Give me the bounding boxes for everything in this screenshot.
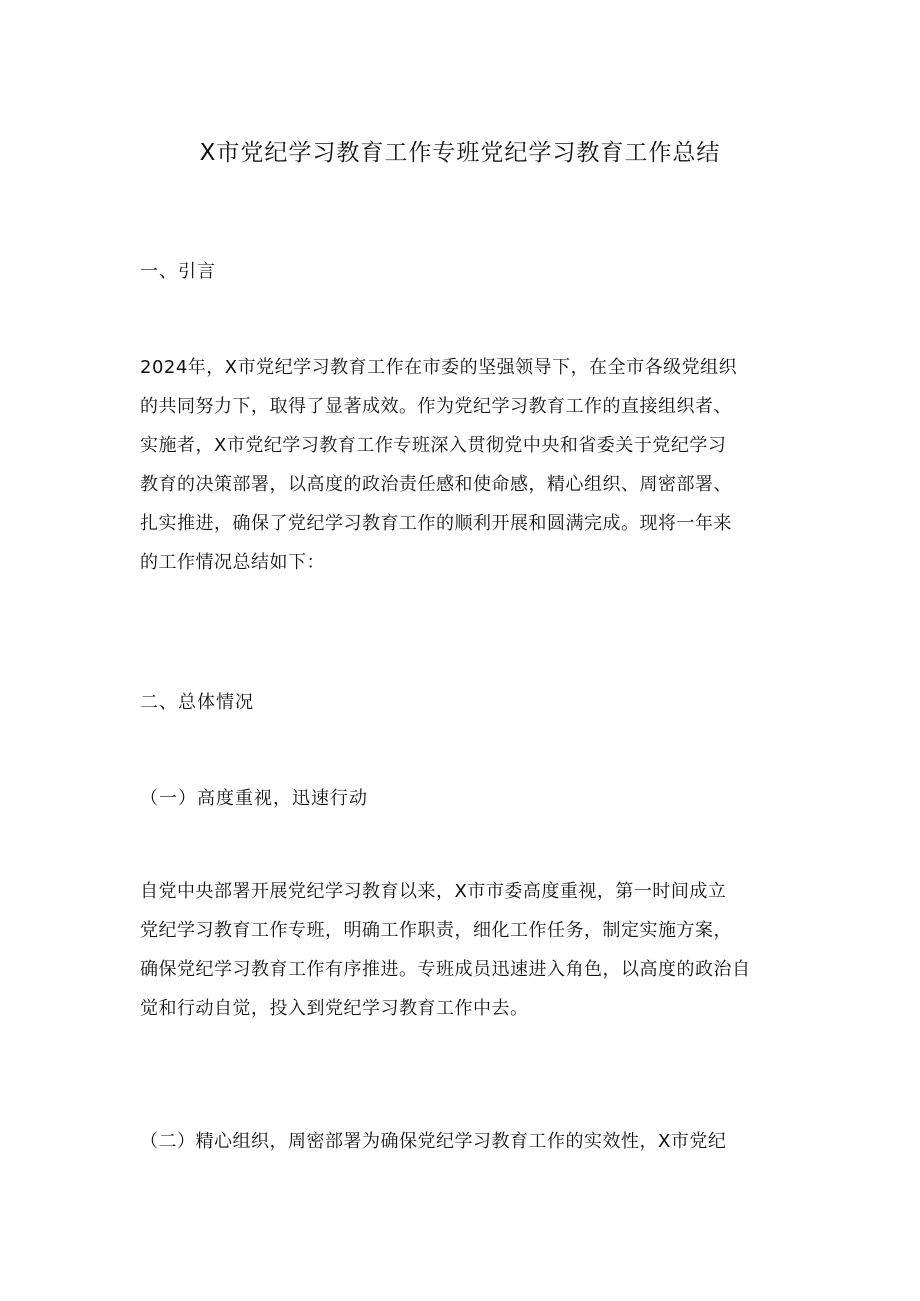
paragraph-line: 的共同努力下，取得了显著成效。作为党纪学习教育工作的直接组织者、 (140, 396, 732, 417)
paragraph-line: 的工作情况总结如下： (140, 552, 325, 573)
paragraph-line: 确保党纪学习教育工作有序推进。专班成员迅速进入角色，以高度的政治自 (140, 959, 751, 980)
subsection-1-paragraph (140, 872, 780, 1028)
subsection-heading-1: （一）高度重视，迅速行动 (140, 788, 368, 809)
subsection-2-paragraph (140, 1122, 780, 1161)
introduction-paragraph (140, 348, 780, 582)
section-heading-introduction: 一、引言 (140, 261, 216, 282)
paragraph-line: 教育的决策部署，以高度的政治责任感和使命感，精心组织、周密部署、 (140, 474, 732, 495)
document-title: X市党纪学习教育工作专班党纪学习教育工作总结 (199, 140, 721, 166)
paragraph-line: 觉和行动自觉，投入到党纪学习教育工作中去。 (140, 998, 529, 1019)
paragraph-line: （二）精心组织，周密部署为确保党纪学习教育工作的实效性，X市党纪 (140, 1131, 727, 1152)
paragraph-line: 党纪学习教育工作专班，明确工作职责，细化工作任务，制定实施方案， (140, 920, 732, 941)
paragraph-line: 2024年，X市党纪学习教育工作在市委的坚强领导下，在全市各级党组织 (140, 357, 738, 378)
paragraph-line: 自党中央部署开展党纪学习教育以来，X市市委高度重视，第一时间成立 (140, 881, 727, 902)
paragraph-line: 扎实推进，确保了党纪学习教育工作的顺利开展和圆满完成。现将一年来 (140, 513, 732, 534)
paragraph-line: 实施者，X市党纪学习教育工作专班深入贯彻党中央和省委关于党纪学习 (140, 435, 727, 456)
section-heading-overview: 二、总体情况 (140, 692, 254, 713)
